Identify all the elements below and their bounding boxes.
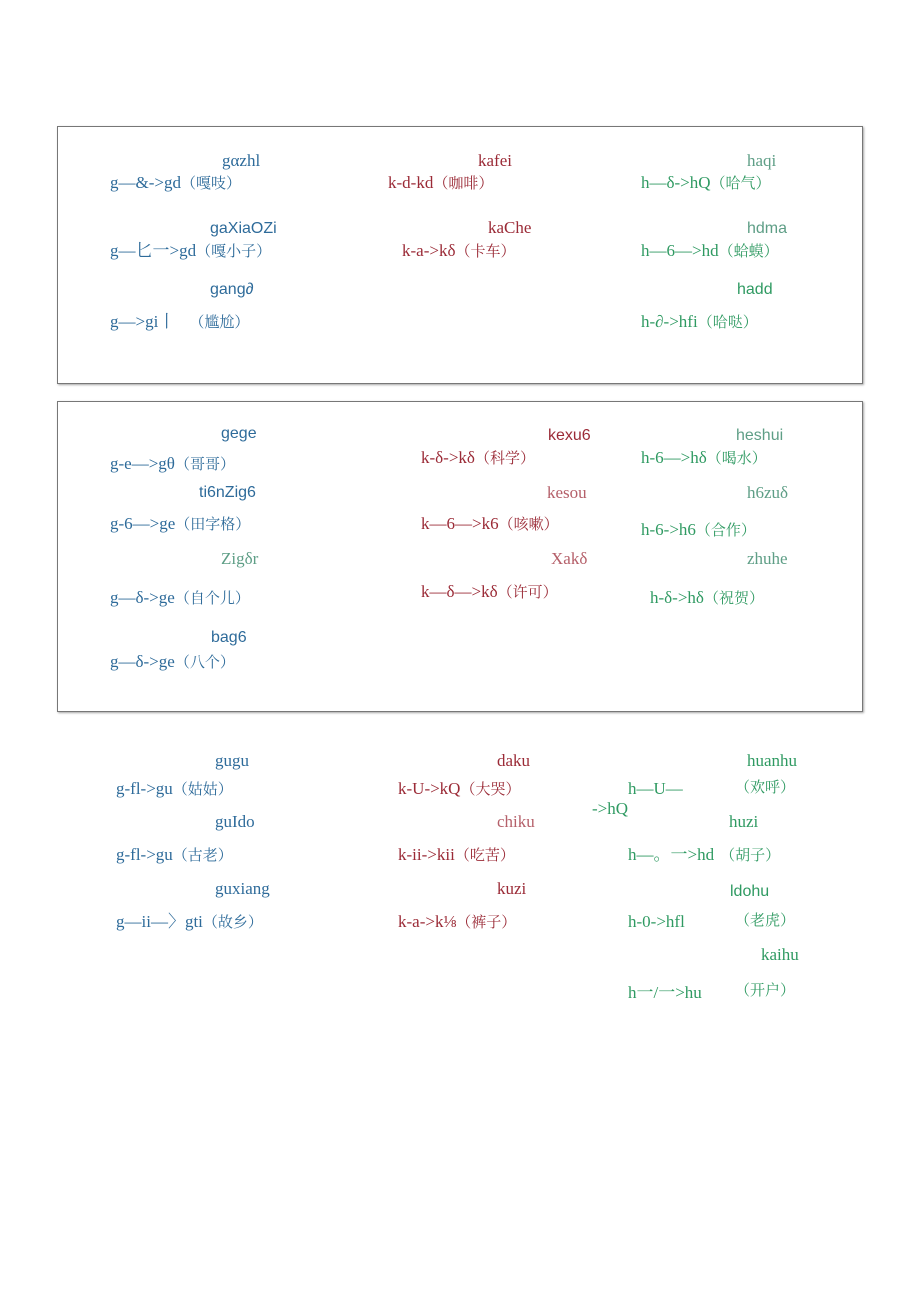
rule: h-∂->hfi (641, 312, 698, 331)
pinyin-heshui: heshui (736, 427, 784, 444)
word: （嘎小子） (196, 242, 272, 260)
example-hada (641, 313, 758, 331)
example-kuzi (398, 913, 516, 931)
word-huanhu: （欢呼） (735, 778, 796, 796)
rule: k-δ->kδ (421, 448, 475, 467)
word: （田字格） (175, 515, 251, 533)
rule: k—δ—>kδ (421, 582, 498, 601)
rule-continuation-clip (590, 799, 650, 818)
example-huzi (628, 846, 780, 864)
rule: k-d-kd (388, 173, 434, 192)
example-gazhi (110, 174, 241, 192)
example-xuke (421, 583, 558, 601)
pinyin-kaihu: kaihu (761, 945, 799, 964)
word: （哈气） (710, 174, 771, 192)
word: （古老） (172, 846, 233, 864)
word: （哥哥） (174, 455, 235, 473)
word: （许可） (497, 583, 558, 601)
example-chiku (398, 846, 515, 864)
pinyin-xuke: Xakδ (551, 549, 588, 568)
example-tianzige (110, 515, 250, 533)
rule: h-δ->hδ (650, 588, 704, 607)
example-kache (402, 242, 515, 260)
rule-laohu: h-0->hfl (628, 912, 685, 931)
word: （咖啡） (433, 174, 494, 192)
rule: h-6->h6 (641, 520, 696, 539)
rule: g-fl->gu (116, 845, 173, 864)
word: （裤子） (456, 913, 517, 931)
word: （喝水） (706, 449, 767, 467)
rule-huanhu: h—U— (628, 779, 683, 798)
example-guxiang (116, 913, 263, 931)
rule-huanhu-cont: ->hQ (592, 799, 629, 818)
pinyin-huanhu: huanhu (747, 751, 798, 770)
pinyin-zigeer: Zigδr (221, 549, 259, 568)
rule: g—ii—〉gti (116, 912, 203, 931)
rule: k-a->kδ (402, 241, 456, 260)
rule: g—匕一>gd (110, 241, 197, 260)
pinyin-gaxiaozi: gaXiaOZi (210, 220, 277, 237)
word: （卡车） (455, 242, 516, 260)
pinyin-tianzige: ti6nZig6 (199, 484, 256, 501)
pinyin-kesou: kesou (547, 483, 587, 502)
example-gege (110, 455, 235, 473)
example-hama (641, 242, 779, 260)
pinyin-huzi: huzi (729, 812, 759, 831)
example-hezuo (641, 521, 756, 539)
word: （祝贺） (703, 589, 764, 607)
rule: k—6—>k6 (421, 514, 499, 533)
pinyin-gulao: guIdo (215, 812, 255, 831)
rule: g-e—>gθ (110, 454, 175, 473)
rule: g—δ->ge (110, 588, 175, 607)
example-kexue (421, 449, 535, 467)
example-kafei (388, 174, 493, 192)
word: （蛤蟆） (718, 242, 779, 260)
example-zigeer (110, 589, 250, 607)
rule: g-fl->gu (116, 779, 173, 798)
word-kaihu: （开户） (735, 981, 796, 999)
rule: h—。一>hd (628, 845, 715, 864)
word: （故乡） (202, 913, 263, 931)
rule: k-U->kQ (398, 779, 461, 798)
pinyin-daku: daku (497, 751, 531, 770)
pinyin-kache: kaChe (488, 218, 532, 237)
rule: k-ii->kii (398, 845, 455, 864)
word: （吃苦） (454, 846, 515, 864)
word: （尴尬） (189, 313, 250, 331)
pinyin-kexue: kexu6 (548, 427, 591, 444)
example-haqi (641, 174, 771, 192)
example-gugu (116, 780, 233, 798)
pinyin-haqi: haqi (747, 151, 777, 170)
rule: h—6—>hd (641, 241, 719, 260)
pinyin-gege: gege (221, 425, 257, 442)
pinyin-bage: bag6 (211, 629, 247, 646)
rule: g—&->gd (110, 173, 181, 192)
pinyin-gugu: gugu (215, 751, 249, 770)
rule: h—δ->hQ (641, 173, 711, 192)
word: （大哭） (460, 780, 521, 798)
example-bage (110, 653, 235, 671)
pinyin-gazhi: gαzhl (222, 151, 261, 170)
pinyin-guxiang: guxiang (215, 879, 270, 898)
word: （胡子） (720, 846, 781, 864)
example-ganga (110, 313, 249, 331)
rule: h-6—>hδ (641, 448, 707, 467)
example-kesou (421, 515, 559, 533)
example-daku (398, 780, 520, 798)
example-heshui (641, 449, 767, 467)
pinyin-hezuo: h6zuδ (747, 483, 789, 502)
example-zhuhe (650, 589, 764, 607)
example-gaxiaozi (110, 242, 271, 260)
word: （哈哒） (697, 313, 758, 331)
word: （姑姑） (172, 780, 233, 798)
rule: g—δ->ge (110, 652, 175, 671)
pinyin-laohu: ldohu (730, 883, 770, 900)
pinyin-ganga: gang∂ (210, 281, 254, 298)
pinyin-kafei: kafei (478, 151, 512, 170)
word: （科学） (474, 449, 535, 467)
rule: k-a->k⅛ (398, 912, 457, 931)
word-laohu: （老虎） (735, 911, 796, 929)
rule: g-6—>ge (110, 514, 176, 533)
example-gulao (116, 846, 233, 864)
pinyin-hama: hdma (747, 220, 788, 237)
word: （合作） (695, 521, 756, 539)
rule-kaihu: h一/一>hu (628, 983, 702, 1002)
word: （自个儿） (174, 589, 250, 607)
word: （嘎吱） (180, 174, 241, 192)
word: （八个） (174, 653, 235, 671)
pinyin-hada: hadd (737, 281, 773, 298)
pinyin-chiku: chiku (497, 812, 535, 831)
word: （咳嗽） (498, 515, 559, 533)
rule: g—>gi丨 (110, 312, 176, 331)
pinyin-zhuhe: zhuhe (747, 549, 788, 568)
pinyin-kuzi: kuzi (497, 879, 527, 898)
